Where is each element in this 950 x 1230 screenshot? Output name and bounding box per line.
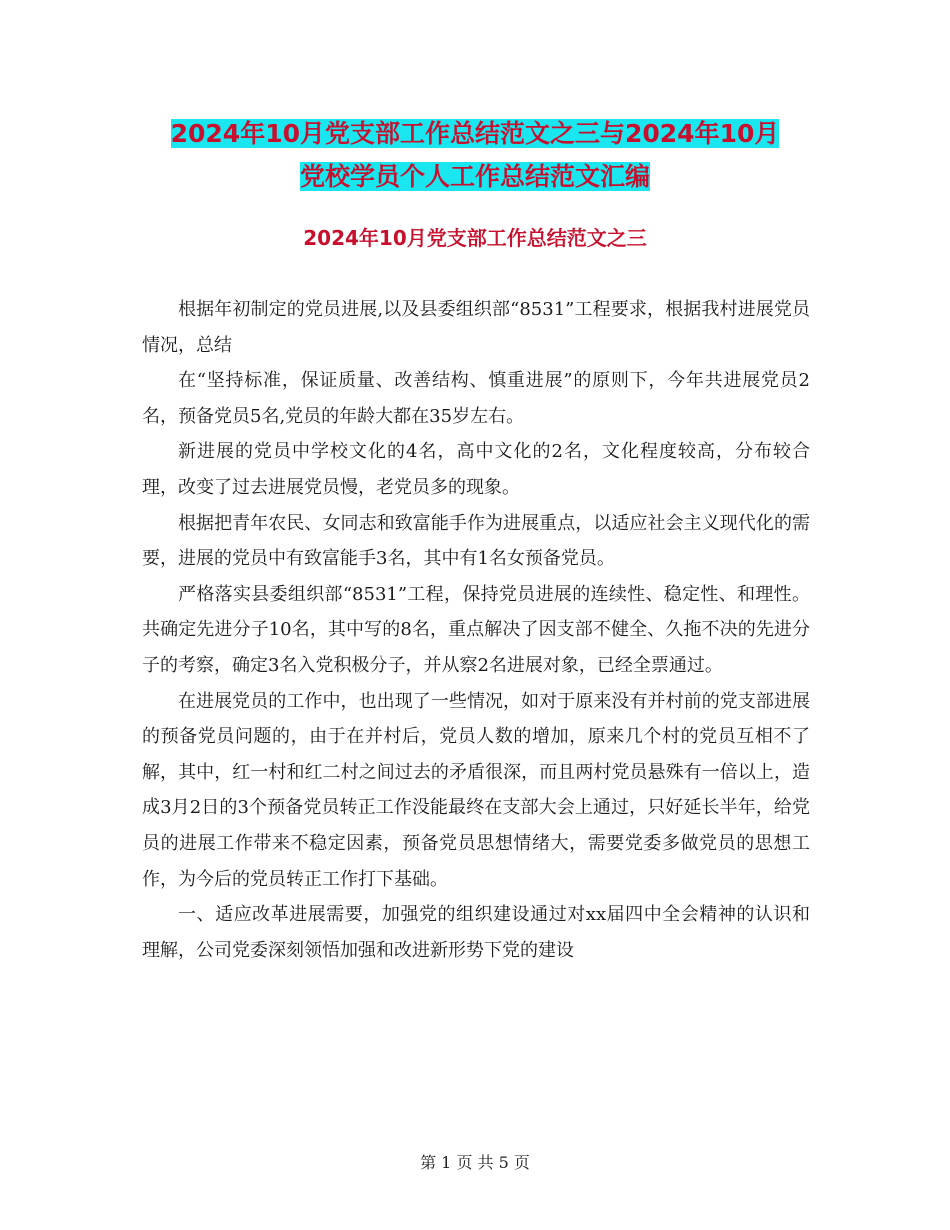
- document-title: [100, 112, 850, 198]
- paragraph: 在“坚持标准，保证质量、改善结构、慎重进展”的原则下，今年共进展党员2名，预备党员5名,党员的年龄大都在35岁左右。: [142, 370, 810, 427]
- page-number-footer: 第 1 页 共 5 页: [420, 1153, 530, 1172]
- paragraph: 严格落实县委组织部“8531”工程，保持党员进展的连续性、稳定性、和理性。共确定先进分子10名，其中写的8名，重点解决了因支部不健全、久拖不决的先进分子的考察，确定3名入党积极分子，并从察2名进展对象，已经全票通过。: [142, 583, 810, 676]
- paragraph: 新进展的党员中学校文化的4名，高中文化的2名，文化程度较高，分布较合理，改变了过去进展党员慢，老党员多的现象。: [142, 441, 810, 498]
- title-line-2: 党校学员个人工作总结范文汇编: [299, 162, 650, 191]
- title-line-1: 2024年10月党支部工作总结范文之三与2024年10月: [170, 119, 780, 148]
- paragraph: 在进展党员的工作中，也出现了一些情况，如对于原来没有并村前的党支部进展的预备党员问题的，由于在并村后，党员人数的增加，原来几个村的党员互相不了解，其中，红一村和红二村之间过去的矛盾很深，而且两村党员悬殊有一倍以上，造成3月2日的3个预备党员转正工作没能最终在支部大会上通过，只好延长半年，给党员的进展工作带来不稳定因素，预备党员思想情绪大，需要党委多做党员的思想工作，为今后的党员转正工作打下基础。: [142, 690, 810, 890]
- paragraph: 根据年初制定的党员进展,以及县委组织部“8531”工程要求，根据我村进展党员情况，总结: [142, 299, 810, 356]
- document-body: [142, 292, 810, 968]
- section-title: 2024年10月党支部工作总结范文之三: [303, 226, 647, 250]
- paragraph: 根据把青年农民、女同志和致富能手作为进展重点，以适应社会主义现代化的需要，进展的党员中有致富能手3名，其中有1名女预备党员。: [142, 512, 810, 570]
- paragraph: 一、适应改革进展需要，加强党的组织建设通过对xx届四中全会精神的认识和理解，公司党委深刻领悟加强和改进新形势下党的建设: [142, 904, 810, 961]
